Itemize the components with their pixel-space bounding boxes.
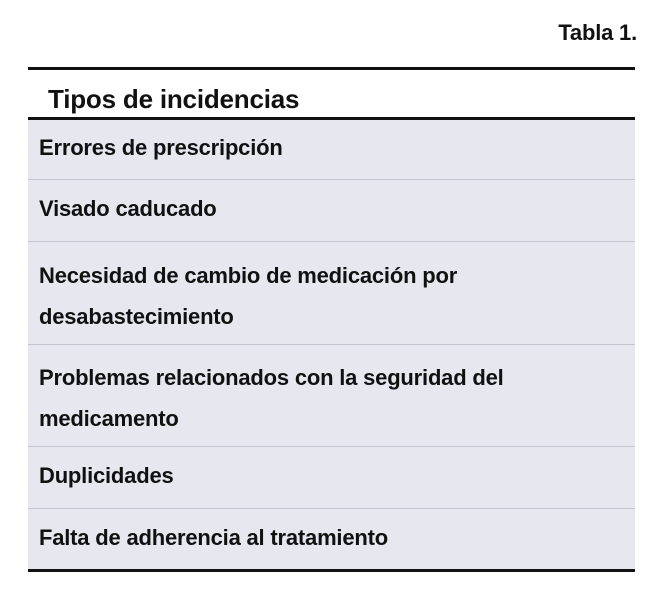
table-row: Problemas relacionados con la seguridad del medicamento [28,345,635,447]
incidents-table [28,67,635,572]
table-row: Falta de adherencia al tratamiento [28,509,635,569]
table-row: Necesidad de cambio de medicación por desabastecimiento [28,242,635,345]
table-row: Duplicidades [28,447,635,509]
table-caption: Tabla 1. [558,20,637,45]
table-row: Errores de prescripción [28,120,635,180]
table-row: Visado caducado [28,180,635,242]
table-header: Tipos de incidencias [28,70,635,120]
